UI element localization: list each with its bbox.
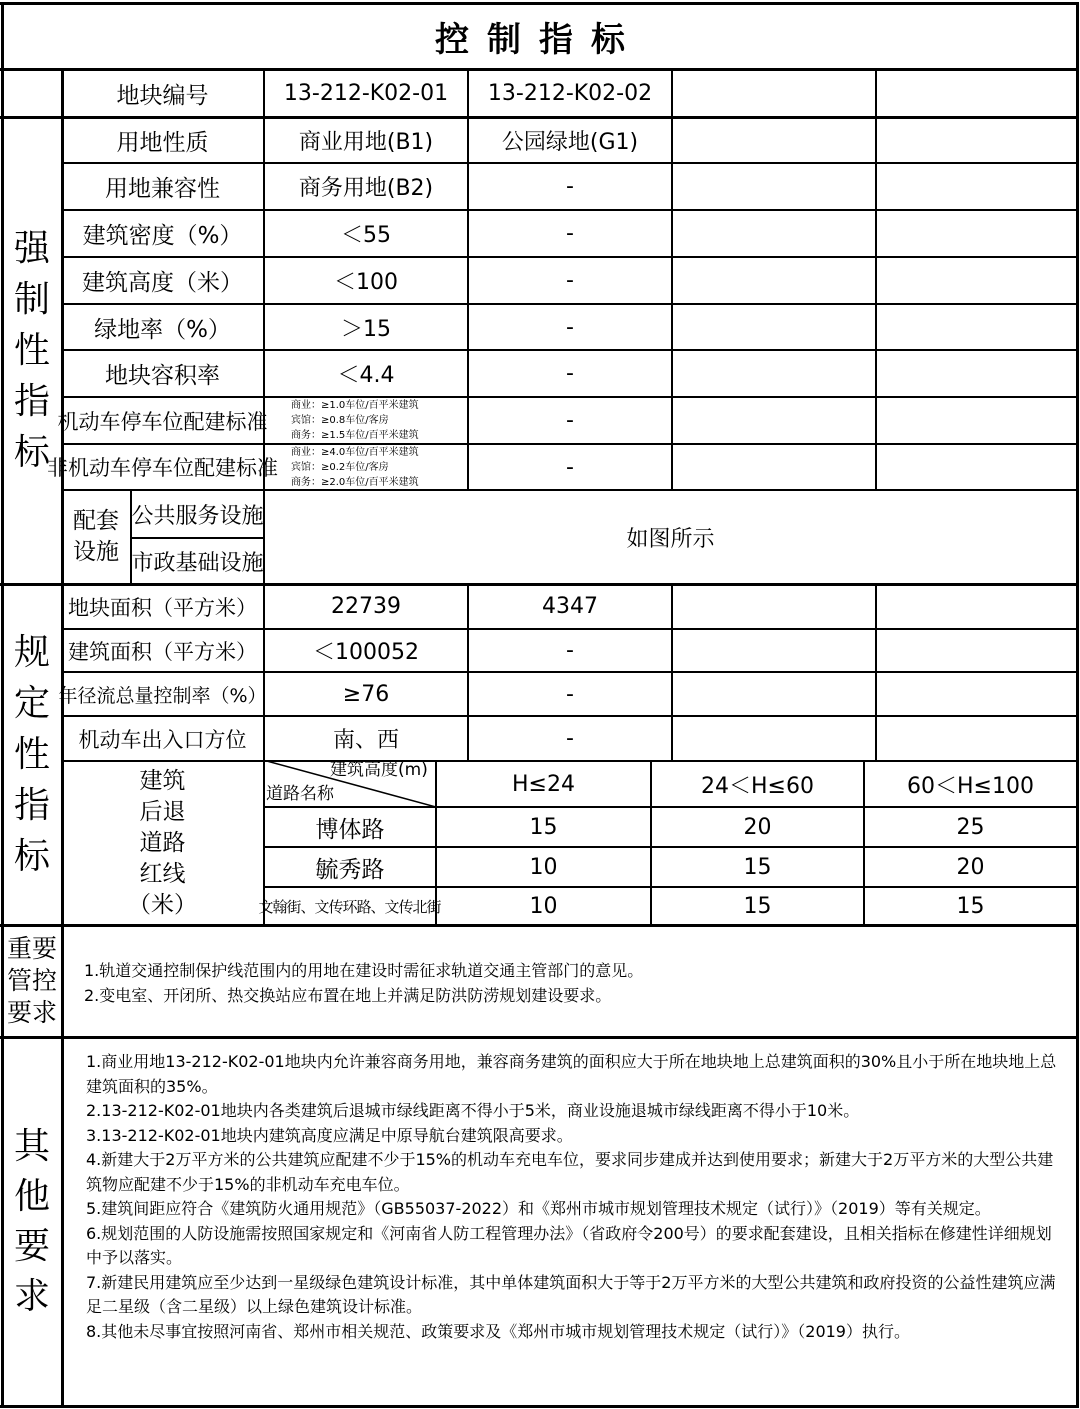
row-value [673, 717, 875, 760]
important-section-label: 重要 管控 要求 [6, 934, 57, 1027]
row-value: 公园绿地(G1) [501, 129, 639, 155]
bike-parking-line: 商业：≥4.0车位/百平米建筑 [291, 446, 419, 458]
row-label: 建筑密度（%） [82, 223, 243, 249]
setback-value: 25 [956, 814, 985, 840]
row-label: 地块容积率 [105, 363, 220, 389]
row-value [877, 717, 1076, 760]
setback-value: 15 [743, 854, 772, 880]
road-name: 文翰街、文传环路、文传北街 [258, 897, 441, 916]
row-label: 机动车出入口方位 [78, 727, 247, 752]
setback-value: 15 [743, 893, 772, 919]
bike-parking-line: 宾馆：≥0.2车位/客房 [291, 461, 389, 473]
parking-line: 商务：≥1.5车位/百平米建筑 [291, 430, 419, 441]
row-value: ＞15 [341, 316, 391, 342]
road-name: 毓秀路 [315, 856, 385, 883]
requirement-item: 2.变电室、开闭所、热交换站应布置在地上并满足防洪防涝规划建设要求。 [84, 986, 612, 1005]
requirement-item: 4.新建大于2万平方米的公共建筑应配建不少于15%的机动车充电车位，要求同步建成并达到使用要求；新建大于2万平方米的大型公共建筑物应配建不少于15%的非机动车充电车位。 [86, 1150, 1054, 1194]
row-value: 商业用地(B1) [298, 129, 434, 155]
row-value [673, 585, 875, 628]
requirement-item: 3.13-212-K02-01地块内建筑高度应满足中原导航台建筑限高要求。 [86, 1125, 573, 1145]
row-value [673, 258, 875, 303]
other-requirements [86, 1050, 1061, 1344]
row-value [877, 211, 1076, 256]
row-value [877, 673, 1076, 715]
row-value [877, 630, 1076, 671]
row-value [877, 585, 1076, 628]
public-facilities-label: 公共服务设施 [131, 503, 264, 529]
row-value: ＜100052 [313, 640, 419, 665]
other-section-label: 其 他 要 求 [13, 1125, 50, 1317]
requirement-item: 1.商业用地13-212-K02-01地块内允许兼容商务用地，兼容商务建筑的面积应大于所在地块地上总建筑面积的30%且小于所在地块地上总建筑面积的35%。 [86, 1052, 1057, 1096]
row-value: ＜55 [341, 223, 391, 248]
setback-value: 15 [529, 814, 558, 840]
row-value: - [566, 268, 574, 293]
setback-value: 15 [956, 893, 985, 919]
row-value: 22739 [331, 594, 401, 619]
row-value: ＜4.4 [337, 363, 395, 388]
setback-column-header: 60＜H≤100 [907, 773, 1034, 799]
parcel-number-label: 地块编号 [116, 82, 209, 109]
bike-parking-standards [265, 445, 467, 489]
important-requirements [84, 958, 1064, 1008]
row-value: - [566, 361, 574, 386]
bike-parking-line: 商务：≥2.0车位/百平米建筑 [291, 476, 419, 488]
facilities-value: 如图所示 [626, 526, 715, 552]
row-value: - [566, 174, 574, 199]
row-value [877, 305, 1076, 349]
setback-column-header: H≤24 [512, 771, 575, 797]
parcel-id: 13-212-K02-02 [487, 80, 653, 106]
parking-label: 机动车停车位配建标准 [57, 409, 268, 434]
row-value [673, 211, 875, 256]
setback-road-header: 道路名称 [266, 784, 334, 804]
row-label: 用地性质 [116, 129, 209, 156]
row-value: - [566, 221, 574, 246]
row-value [673, 630, 875, 671]
row-value: ≥76 [342, 681, 390, 707]
setback-value: 10 [529, 854, 558, 880]
row-value: - [566, 681, 574, 707]
guidance-section-label: 规 定 性 指 标 [13, 632, 50, 877]
setback-height-header: 建筑高度(m) [330, 760, 428, 780]
row-label: 年径流总量控制率（%） [58, 684, 267, 707]
parcel-id [877, 70, 1076, 116]
road-name: 博体路 [315, 816, 385, 843]
bike-parking-label: 非机动车停车位配建标准 [47, 456, 278, 480]
requirement-item: 8.其他未尽事宜按照河南省、郑州市相关规范、政策要求及《郑州市城市规划管理技术规定（试行）》（2019）执行。 [86, 1321, 910, 1341]
row-value [673, 673, 875, 715]
parcel-id [673, 70, 875, 116]
row-label: 建筑面积（平方米） [68, 639, 257, 664]
row-value [673, 351, 875, 396]
row-value [877, 118, 1076, 162]
row-value: - [566, 454, 574, 480]
setback-value: 10 [529, 893, 558, 919]
row-value: - [566, 638, 574, 663]
row-label: 用地兼容性 [105, 176, 220, 202]
parcel-id: 13-212-K02-01 [283, 80, 449, 106]
setback-value: 20 [743, 814, 772, 840]
setback-label: 建筑 后退 道路 红线 （米） [128, 767, 197, 918]
requirement-item: 1.轨道交通控制保护线范围内的用地在建设时需征求轨道交通主管部门的意见。 [84, 961, 644, 980]
row-label: 绿地率（%） [94, 316, 231, 343]
row-value [877, 164, 1076, 209]
row-value: - [566, 314, 574, 340]
row-value [673, 164, 875, 209]
parking-line: 宾馆：≥0.8车位/客房 [291, 415, 389, 426]
requirement-item: 6.规划范围的人防设施需按照国家规定和《河南省人防工程管理办法》（省政府令200号）的要求配套建设，且相关指标在修建性详细规划中予以落实。 [86, 1223, 1052, 1267]
row-value [877, 351, 1076, 396]
row-value: - [566, 726, 574, 751]
row-value: 南、西 [332, 728, 399, 753]
row-value [673, 118, 875, 162]
setback-value: 20 [956, 854, 985, 880]
row-value: 4347 [542, 594, 598, 619]
parking-standards [265, 398, 467, 443]
mandatory-section-label: 强 制 性 指 标 [13, 228, 50, 473]
requirement-item: 2.13-212-K02-01地块内各类建筑后退城市绿线距离不得小于5米，商业设施退城市绿线距离不得小于10米。 [86, 1101, 860, 1120]
setback-column-header: 24＜H≤60 [701, 773, 814, 799]
row-value [673, 305, 875, 349]
page-title: 控制指标 [435, 19, 643, 60]
row-value: - [566, 408, 574, 433]
row-value: 商务用地(B2) [298, 176, 434, 201]
row-label: 地块面积（平方米） [68, 595, 257, 620]
row-label: 建筑高度（米） [82, 270, 243, 296]
municipal-facilities-label: 市政基础设施 [131, 550, 264, 576]
row-value [877, 258, 1076, 303]
row-value: ＜100 [334, 270, 398, 295]
requirement-item: 7.新建民用建筑应至少达到一星级绿色建筑设计标准，其中单体建筑面积大于等于2万平方米的大型公共建筑和政府投资的公益性建筑应满足二星级（含二星级）以上绿色建筑设计标准。 [86, 1272, 1056, 1316]
parking-line: 商业：≥1.0车位/百平米建筑 [291, 400, 419, 411]
facilities-label: 配套 设施 [73, 508, 119, 565]
requirement-item: 5.建筑间距应符合《建筑防火通用规范》（GB55037-2022）和《郑州市城市规划管理技术规定（试行）》（2019）等有关规定。 [86, 1199, 991, 1218]
